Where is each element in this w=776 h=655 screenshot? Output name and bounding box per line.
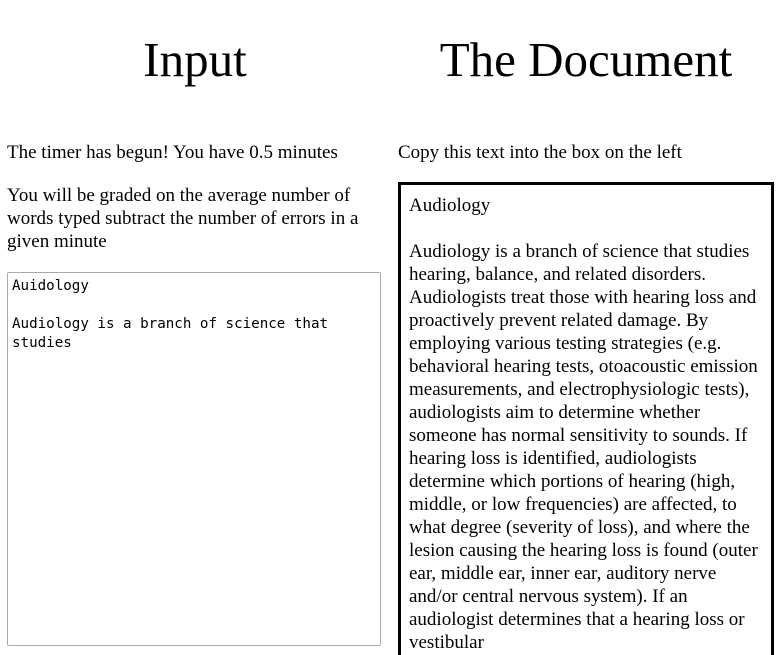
document-body: Audiology is a branch of science that studies hearing, balance, and related disorders. Audiologists treat those with hearing loss and proactively prevent related damage. By employing various testing strategies (e.g. behavioral hearing tests, otoacoustic emission measurements, and electrophysiologic tests), audiologists aim to determine whether someone has normal sensitivity to sounds. If hearing loss is identified, audiologists determine which portions of hearing (high, middle, or low frequencies) are affected, to what degree (severity of loss), and where the lesion causing the hearing loss is found (outer ear, middle ear, inner ear, auditory nerve and/or central nervous system). If an audiologist determines that a hearing loss or vestibular — [409, 241, 758, 653]
timer-message: The timer has begun! You have 0.5 minutes — [7, 142, 338, 163]
document-heading: The Document — [439, 32, 733, 87]
document-text-box — [398, 182, 774, 655]
grading-message: You will be graded on the average number of words typed subtract the number of errors in a given minute — [7, 185, 359, 252]
copy-instruction: Copy this text into the box on the left — [398, 142, 682, 163]
input-heading: Input — [143, 32, 247, 87]
document-title: Audiology — [409, 195, 491, 216]
typing-textarea[interactable] — [7, 272, 381, 646]
